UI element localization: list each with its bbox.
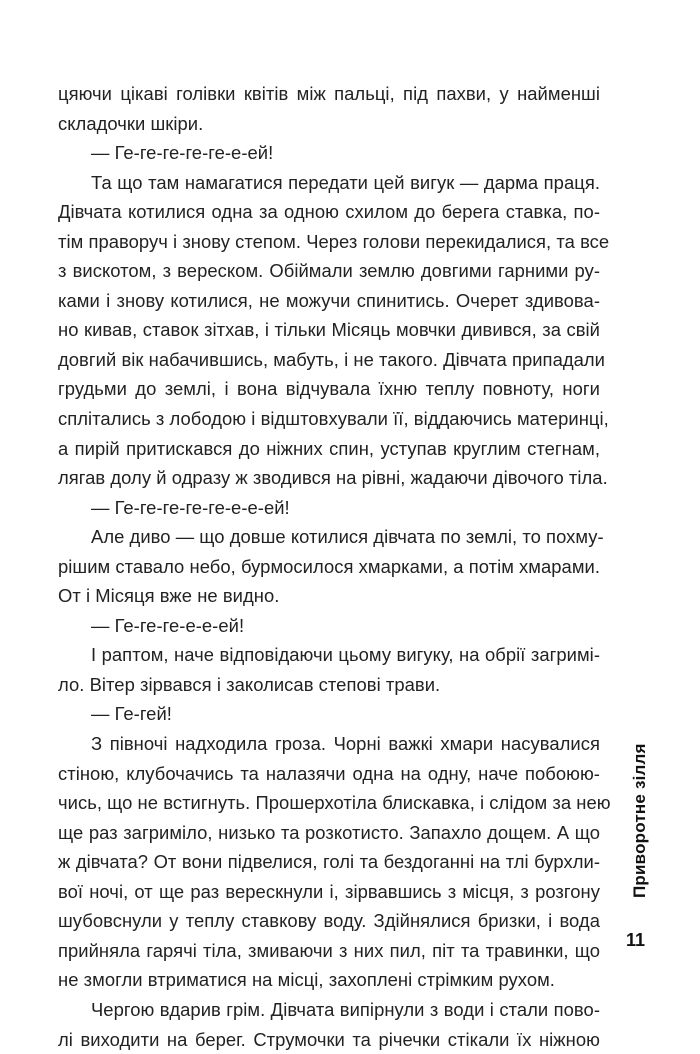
text-line: прийняла гарячі тіла, змиваючи з них пил, піт та травинки, що [58,936,600,966]
text-line: рішим ставало небо, бурмосилося хмарками, а потім хмарами. [58,552,600,582]
text-line: вої ночі, от ще раз верескнули і, зірвавшись з місця, з розгону [58,877,600,907]
text-line: — Ге-ге-ге-е-е-ей! [58,611,600,641]
page-number: 11 [626,930,645,951]
text-line: ж дівчата? От вони підвелися, голі та бездоганні на тлі бурхли- [58,847,600,877]
text-line: довгий вік набачившись, мабуть, і не такого. Дівчата припадали [58,345,600,375]
text-line: ло. Вітер зірвався і заколисав степові трави. [58,670,600,700]
text-line: грудьми до землі, і вона відчувала їхню теплу повноту, ноги [58,374,600,404]
text-line: — Ге-гей! [58,699,600,729]
text-line: чись, що не встигнуть. Прошерхотіла блискавка, і слідом за нею [58,788,600,818]
text-line: тім праворуч і знову степом. Через голови перекидалися, та все [58,227,600,257]
text-line: стіною, клубочачись та налазячи одна на одну, наче побоюю- [58,759,600,789]
text-line: з вискотом, з вереском. Обіймали землю довгими гарними ру- [58,256,600,286]
text-line: — Ге-ге-ге-ге-ге-е-е-ей! [58,493,600,523]
text-line: З півночі надходила гроза. Чорні важкі хмари насувалися [58,729,600,759]
text-line: сплітались з лободою і відштовхували її, віддаючись материнці, [58,404,600,434]
text-line: ками і знову котилися, не можучи спинитись. Очерет здивова- [58,286,600,316]
text-line: лягав долу й одразу ж зводився на рівні, жадаючи дівочого тіла. [58,463,600,493]
text-line: не змогли втриматися на місці, захоплені стрімким рухом. [58,965,600,995]
text-line: Дівчата котилися одна за одною схилом до берега ставка, по- [58,197,600,227]
text-line: лі виходити на берег. Струмочки та річечки стікали їх ніжною [58,1025,600,1054]
text-line: складочки шкіри. [58,109,600,139]
body-text [58,79,600,1054]
text-line: От і Місяця вже не видно. [58,581,600,611]
running-title: Приворотне зілля [630,743,650,898]
text-line: а пирій притискався до ніжних спин, уступав круглим стегнам, [58,434,600,464]
text-line: Але диво — що довше котилися дівчата по землі, то похму- [58,522,600,552]
text-line: Чергою вдарив грім. Дівчата випірнули з води і стали пово- [58,995,600,1025]
text-line: — Ге-ге-ге-ге-ге-е-ей! [58,138,600,168]
text-line: цяючи цікаві голівки квітів між пальці, під пахви, у найменші [58,79,600,109]
text-line: Та що там намагатися передати цей вигук — дарма праця. [58,168,600,198]
text-line: І раптом, наче відповідаючи цьому вигуку, на обрії загримі- [58,640,600,670]
text-line: шубовснули у теплу ставкову воду. Здійнялися бризки, і вода [58,906,600,936]
text-line: но кивав, ставок зітхав, і тільки Місяць мовчки дивився, за свій [58,315,600,345]
text-line: ще раз загриміло, низько та розкотисто. Запахло дощем. А що [58,818,600,848]
